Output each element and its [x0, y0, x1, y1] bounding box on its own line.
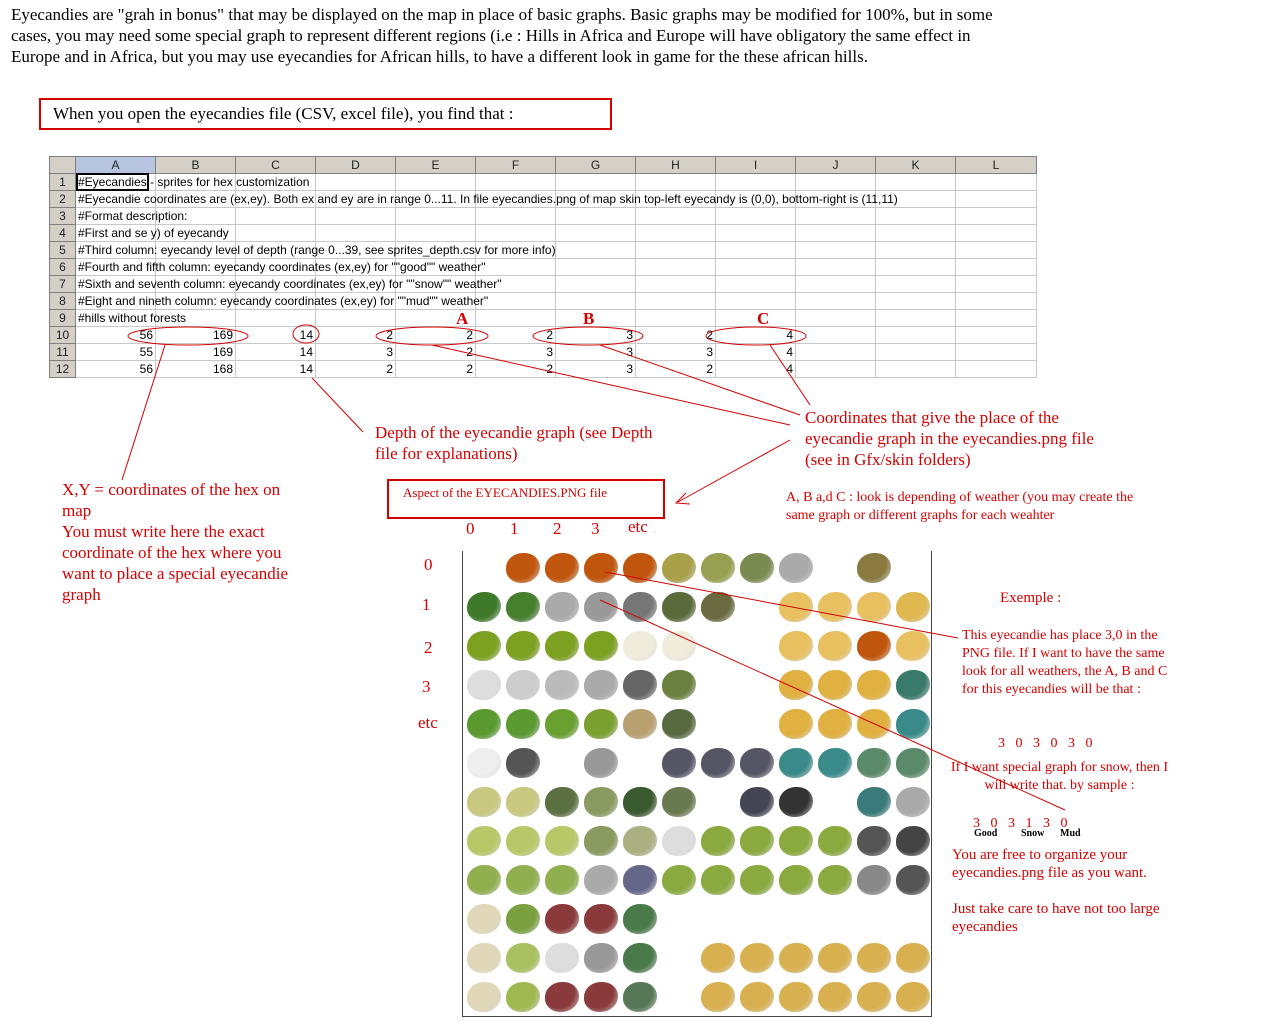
sheet-cell[interactable]: 4: [716, 344, 796, 361]
sheet-cell[interactable]: 3: [636, 344, 716, 361]
row-label-0: 0: [424, 555, 433, 574]
sheet-cell[interactable]: 169: [156, 327, 236, 344]
column-header-l[interactable]: L: [956, 157, 1037, 174]
row-header[interactable]: 1: [50, 174, 76, 191]
xy-annotation: X,Y = coordinates of the hex on map You must write here the exact coordinate of the hex where you want to place a special eyecandie graph: [62, 480, 289, 604]
sheet-cell[interactable]: 3: [556, 327, 636, 344]
weather-annotation: A, B a,d C : look is depending of weather (you may create the same graph or different graphs for each weahter: [786, 490, 1134, 523]
column-header-j[interactable]: J: [796, 157, 876, 174]
label-good: Good: [974, 828, 998, 839]
sheet-cell[interactable]: 2: [396, 361, 476, 378]
sheet-cell[interactable]: 3: [476, 344, 556, 361]
row-header[interactable]: 6: [50, 259, 76, 276]
sheet-cell[interactable]: 4: [716, 361, 796, 378]
exemple-title: Exemple :: [1000, 590, 1062, 606]
sheet-cell[interactable]: 2: [636, 361, 716, 378]
sheet-cell[interactable]: 2: [636, 327, 716, 344]
sheet-cell[interactable]: #Format description:: [76, 208, 156, 225]
label-snow: Snow: [1021, 828, 1045, 839]
row-header[interactable]: 8: [50, 293, 76, 310]
column-header-b[interactable]: B: [156, 157, 236, 174]
column-header-k[interactable]: K: [876, 157, 956, 174]
sheet-cell[interactable]: #First and se y) of eyecandy: [76, 225, 156, 242]
row-header[interactable]: 9: [50, 310, 76, 327]
sheet-cell[interactable]: 56: [76, 361, 156, 378]
column-header-f[interactable]: F: [476, 157, 556, 174]
sheet-cell[interactable]: #Eyecandie coordinates are (ex,ey). Both ex and ey are in range 0...11. In file eyecandies.png of map skin top-left eyecandy is (0,0), bottom-right is (11,11): [76, 191, 156, 208]
exemple-text: This eyecandie has place 3,0 in the PNG file. If I want to have the same look for all weathers, the A, B and C for this eyecandies will be that :: [962, 628, 1168, 697]
intro-paragraph: Eyecandies are "grah in bonus" that may be displayed on the map in place of basic graphs. Basic graphs may be modified for 100%, but in some cases, you may need some special graph to represent different regions (i.e : Hills in Africa and Europe will have obligatory the same effect in Europe and in Africa, but you may use eyecandies for African hills, to have a different look in game for the these african hills.: [11, 5, 993, 66]
care-text: Just take care to have not too large eyecandies: [952, 901, 1160, 935]
sheet-cell[interactable]: 56: [76, 327, 156, 344]
col-label-etc: etc: [628, 517, 648, 536]
column-header-i[interactable]: I: [716, 157, 796, 174]
sheet-cell[interactable]: 2: [476, 327, 556, 344]
sheet-cell[interactable]: 4: [716, 327, 796, 344]
sheet-cell[interactable]: #hills without forests: [76, 310, 156, 327]
row-label-2: 2: [424, 638, 433, 657]
cell-text: - sprites for hex customization: [146, 175, 310, 189]
snow-example-text: If I want special graph for snow, then I will write that. by sample :: [950, 760, 1169, 793]
sheet-cell[interactable]: 2: [396, 327, 476, 344]
label-mud: Mud: [1060, 828, 1081, 839]
sheet-cell[interactable]: #Eight and nineth column: eyecandy coordinates (ex,ey) for ""mud"" weather": [76, 293, 156, 310]
column-header-c[interactable]: C: [236, 157, 316, 174]
col-label-2: 2: [553, 519, 562, 538]
column-header-d[interactable]: D: [316, 157, 396, 174]
column-header-h[interactable]: H: [636, 157, 716, 174]
row-header[interactable]: 11: [50, 344, 76, 361]
row-header[interactable]: 10: [50, 327, 76, 344]
free-organize-text: You are free to organize your eyecandies.png file as you want.: [952, 847, 1147, 881]
row-label-3: 3: [422, 677, 431, 696]
csv-callout-box: When you open the eyecandies file (CSV, excel file), you find that :: [39, 98, 612, 130]
row-header[interactable]: 5: [50, 242, 76, 259]
aspect-box: Aspect of the EYECANDIES.PNG file: [387, 479, 665, 519]
sequence-all-weathers: 3 0 3 0 3 0: [998, 736, 1093, 751]
row-label-etc: etc: [418, 713, 438, 732]
col-label-3: 3: [591, 519, 600, 538]
weather-letter-c: C: [757, 309, 770, 328]
sheet-cell[interactable]: 14: [236, 361, 316, 378]
column-header-a[interactable]: A: [76, 157, 156, 174]
column-header-e[interactable]: E: [396, 157, 476, 174]
weather-letter-a: A: [456, 309, 469, 328]
sheet-cell[interactable]: 3: [556, 344, 636, 361]
sheet-cell[interactable]: 14: [236, 327, 316, 344]
row-header[interactable]: 2: [50, 191, 76, 208]
sheet-cell[interactable]: 169: [156, 344, 236, 361]
column-header-g[interactable]: G: [556, 157, 636, 174]
sheet-cell[interactable]: #Third column: eyecandy level of depth (range 0...39, see sprites_depth.csv for more info): [76, 242, 156, 259]
sheet-cell[interactable]: 2: [316, 361, 396, 378]
row-header[interactable]: 12: [50, 361, 76, 378]
sequence-snow: 3 0 3 1 3 0: [973, 816, 1068, 831]
row-label-1: 1: [422, 595, 431, 614]
row-header[interactable]: 7: [50, 276, 76, 293]
sheet-cell[interactable]: 2: [476, 361, 556, 378]
sheet-cell[interactable]: #Sixth and seventh column: eyecandy coordinates (ex,ey) for ""snow"" weather": [76, 276, 156, 293]
weather-letter-b: B: [583, 309, 595, 328]
depth-annotation: Depth of the eyecandie graph (see Depth file for explanations): [375, 423, 653, 463]
col-label-1: 1: [510, 519, 519, 538]
coordinates-annotation: Coordinates that give the place of the eyecandie graph in the eyecandies.png file (see in Gfx/skin folders): [805, 408, 1094, 469]
row-header[interactable]: 3: [50, 208, 76, 225]
row-header[interactable]: 4: [50, 225, 76, 242]
sheet-cell[interactable]: #Fourth and fifth column: eyecandy coordinates (ex,ey) for ""good"" weather": [76, 259, 156, 276]
sheet-cell[interactable]: 55: [76, 344, 156, 361]
sheet-cell[interactable]: 2: [396, 344, 476, 361]
sheet-cell[interactable]: 2: [316, 327, 396, 344]
sheet-cell[interactable]: 3: [316, 344, 396, 361]
active-cell-text: #Eyecandies: [78, 175, 147, 189]
col-label-0: 0: [466, 519, 475, 538]
sheet-cell[interactable]: 3: [556, 361, 636, 378]
sheet-cell[interactable]: 14: [236, 344, 316, 361]
sheet-cell[interactable]: 168: [156, 361, 236, 378]
